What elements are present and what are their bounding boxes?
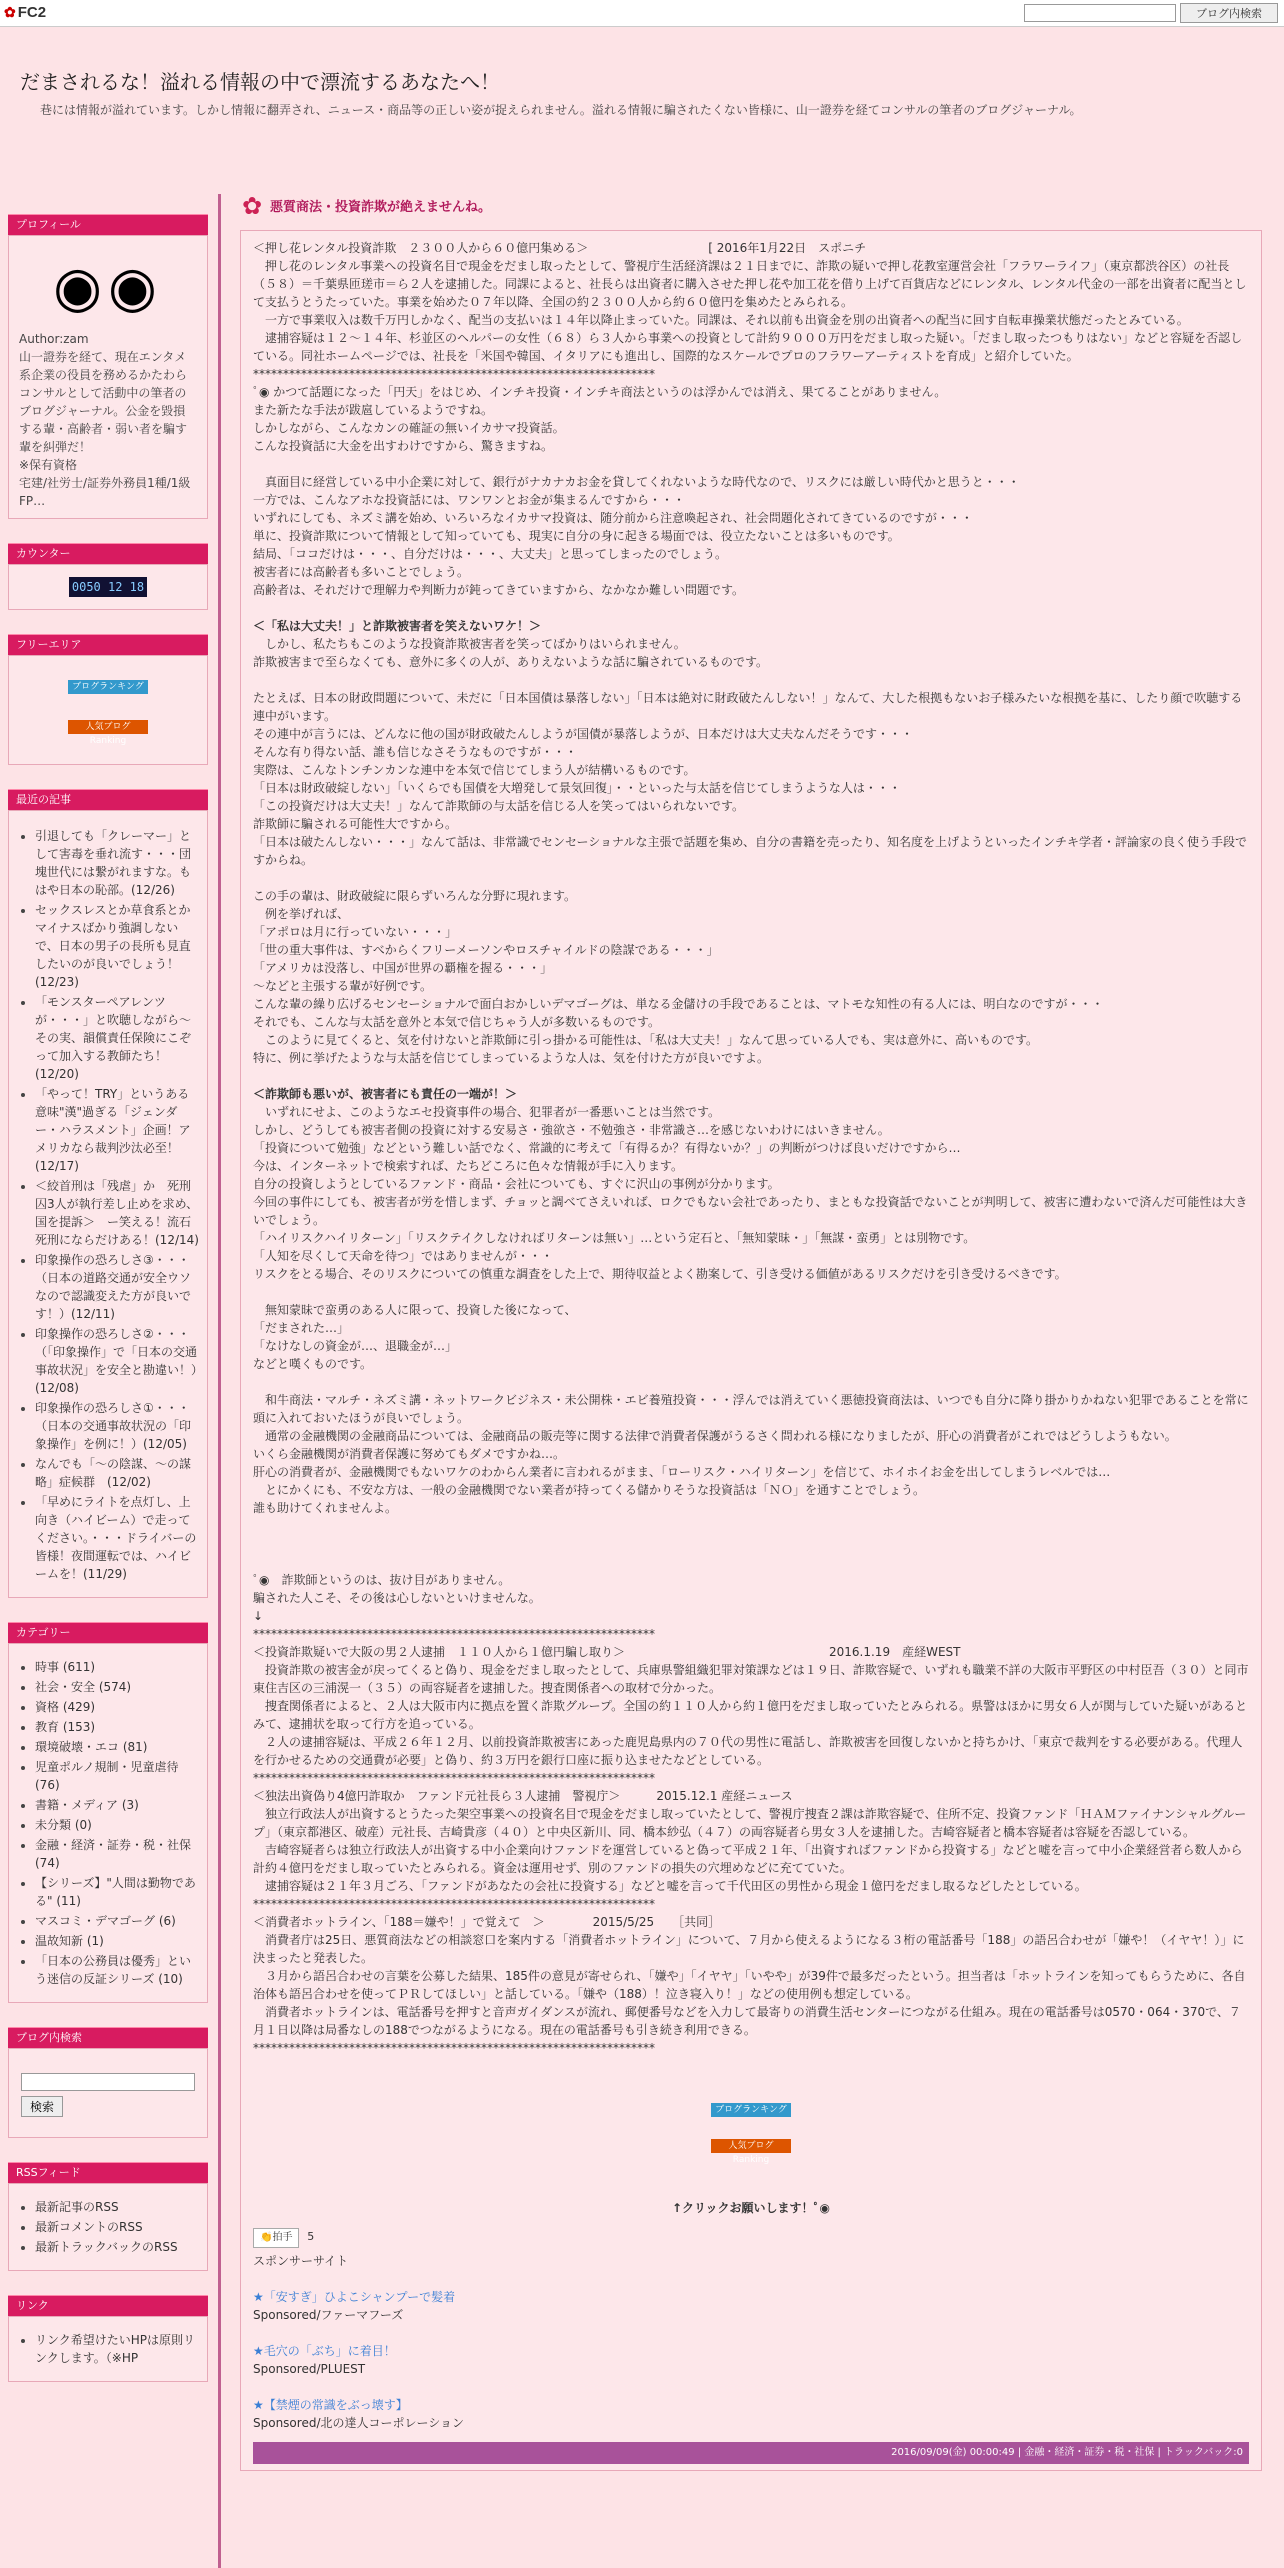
link-item[interactable]: • リンク希望けたいHPは原則リンクします。（※HP: [35, 2331, 199, 2367]
ranking-badges: [253, 2103, 1249, 2165]
blog-title[interactable]: だまされるな！溢れる情報の中で漂流するあなたへ！: [20, 70, 500, 94]
entry-paragraph: 「ハイリスクハイリターン」「リスクテイクしなければリターンは無い」…という定石と、「無知蒙昧・」「無謀・蛮勇」とは別物です。: [253, 1231, 976, 1245]
popular-ranking-badge[interactable]: 人気ブログRanking: [68, 720, 148, 734]
entry-paragraph: [253, 1535, 1249, 1553]
main-content: [240, 192, 1262, 2471]
entry-paragraph: ＜詐欺師も悪いが、被害者にも責任の一端が！＞: [253, 1087, 518, 1101]
sponsor-item: [253, 2396, 1249, 2432]
links-heading: リンク: [8, 2295, 208, 2316]
entry-paragraph: たとえば、日本の財政問題について、未だに「日本国債は暴落しない」「日本は絶対に財政破たんしない！」なんて、大した根拠もないお子様みたいな根拠を基に、したり顔で吹聴する連中がいます。: [253, 691, 1243, 723]
sponsor-link[interactable]: ★「安すぎ」ひよこシャンプーで髪着: [253, 2290, 456, 2304]
sponsor-by: Sponsored/PLUEST: [253, 2362, 366, 2376]
fc2-logo-icon: ✿: [4, 4, 16, 20]
entry-paragraph: [253, 599, 1249, 617]
entry-paragraph: などと嘆くものです。: [253, 1357, 373, 1371]
entry-paragraph: *******************************************************************: [253, 1771, 655, 1785]
top-search-button[interactable]: ブログ内検索: [1180, 3, 1278, 23]
counter-box: [8, 564, 208, 610]
category-item[interactable]: • マスコミ・デマゴーグ (6): [35, 1912, 199, 1930]
category-item[interactable]: • 金融・経済・証券・税・社保 (74): [35, 1836, 199, 1872]
profile-author: Author:zam: [19, 332, 89, 346]
clap-count: 5: [307, 2230, 315, 2243]
free-area-box: [8, 655, 208, 765]
blog-ranking-badge[interactable]: ブログランキング: [68, 680, 148, 694]
category-item[interactable]: • 時事 (611): [35, 1658, 199, 1676]
entry-paragraph: こんな投資話に大金を出すわけですから、驚きますね。: [253, 439, 554, 453]
entry-paragraph: 「アポロは月に行っていない・・・」: [253, 925, 458, 939]
sponsor-item: [253, 2288, 1249, 2324]
entry-paragraph: 詐欺師に騙される可能性大ですから。: [253, 817, 458, 831]
entry-paragraph: [253, 1553, 1249, 1571]
blog-description: 巷には情報が溢れています。しかし情報に翻弄され、ニュース・商品等の正しい姿が捉えられません。溢れる情報に騙されたくない皆様に、山一證券を経てコンサルの筆者のブログジャーナル。: [40, 103, 1082, 117]
entry-paragraph: 実際は、こんなトンチンカンな連中を本気で信じてしまう人が結構いるものです。: [253, 763, 696, 777]
blog-search-box: [8, 2048, 208, 2138]
entry-paragraph: 今は、インターネットで検索すれば、たちどころに色々な情報が手に入ります。: [253, 1159, 683, 1173]
sponsor-heading: スポンサーサイト: [253, 2254, 349, 2268]
categories-box: [8, 1643, 208, 2003]
category-item[interactable]: • 書籍・メディア (3): [35, 1796, 199, 1814]
category-item[interactable]: • 環境破壊・エコ (81): [35, 1738, 199, 1756]
category-item[interactable]: • 未分類 (0): [35, 1816, 199, 1834]
entry-paragraph: ～などと主張する輩が好例です。: [253, 979, 433, 993]
recent-post-item[interactable]: • 「やって！TRY」というある意味"漢"過ぎる「ジェンダー・ハラスメント」企画！アメリカなら裁判沙汰必至！(12/17): [35, 1085, 199, 1175]
entry-paragraph: しかし、私たちもこのような投資詐欺被害者を笑ってばかりはいられません。: [253, 637, 686, 651]
recent-post-item[interactable]: • 「早めにライトを点灯し、上向き（ハイビーム）で走ってください。・・・ドライバーの皆様！夜間運転では、ハイビームを！(11/29): [35, 1493, 199, 1583]
entry-paragraph: こんな輩の繰り広げるセンセーショナルで面白おかしいデマゴーグは、単なる金儲けの手段であることは、マトモな知性の有る人には、明白なのですが・・・: [253, 997, 1104, 1011]
entry-paragraph: 「なけなしの資金が…、退職金が…」: [253, 1339, 458, 1353]
entry-paragraph: ３月から語呂合わせの言葉を公募した結果、185件の意見が寄せられ、「嫌や」「イヤヤ」「いやや」が39件で最多だったという。担当者は「ホットラインを知ってもらうために、各自治体も語呂合わせを使ってＰＲしてほしい」と話している。「嫌や（188）！泣き寝入り！」などの使用例も想定している。: [253, 1969, 1246, 2001]
entry-paragraph: 被害者には高齢者も多いことでしょう。: [253, 565, 470, 579]
entry-paragraph: 通常の金融機関の金融商品については、金融商品の販売等に関する法律で消費者保護がうるさく問われる様になりましたが、肝心の消費者がこれではどうしようもない。: [253, 1429, 1177, 1443]
entry-paragraph: 「人知を尽くして天命を待つ」ではありませんが・・・: [253, 1249, 554, 1263]
entry-paragraph: いくら金融機関が消費者保護に努めてもダメですかね…。: [253, 1447, 566, 1461]
entry-paragraph: このように見てくると、気を付けないと詐欺師に引っ掛かる可能性は、「私は大丈夫！」なんて思っている人でも、実は意外に、高いものです。: [253, 1033, 1039, 1047]
entry-paragraph: 誰も助けてくれませんよ。: [253, 1501, 398, 1515]
sidebar: [8, 214, 208, 2382]
sponsor-link[interactable]: ★【禁煙の常識をぶっ壊す】: [253, 2398, 408, 2412]
profile-avatar: ◉◉: [53, 255, 163, 320]
entry-paragraph: 「アメリカは没落し、中国が世界の覇権を握る・・・」: [253, 961, 553, 975]
recent-post-item[interactable]: • ＜絞首刑は「残虐」か 死刑囚3人が執行差し止めを求め、国を提訴＞ ー笑える！流石死刑にならだけある！(12/14): [35, 1177, 199, 1249]
category-item[interactable]: • 社会・安全 (574): [35, 1678, 199, 1696]
entry-box: [240, 230, 1262, 2471]
entry-paragraph: 「この投資だけは大丈夫！」なんて詐欺師の与太話を信じる人を笑ってはいられないです。: [253, 799, 745, 813]
profile-bio: 山一證券を経て、現在エンタメ系企業の役員を務めるかたわらコンサルとして活動中の筆者のブログジャーナル。公金を毀損する輩・高齢者・弱い者を騙す輩を糾弾だ！: [19, 350, 188, 454]
entry-paragraph: とにかくにも、不安な方は、一般の金融機関でない業者が持ってくる儲かりそうな投資話は「ＮＯ」を通すことでしょう。: [253, 1483, 926, 1497]
entry-paragraph: ＜押し花レンタル投資詐欺 ２３００人から６０億円集める＞ [ 2016年1月22日 スポニチ: [253, 241, 867, 255]
entry-paragraph: 独立行政法人が出資するとうたった架空事業への投資名目で現金をだまし取っていたとして、警視庁捜査２課は詐欺容疑で、住所不定、投資ファンド「ＨＡＭファイナンシャルグループ」（東京都港区、破産）元社長、吉崎貴彦（４０）と中央区新川、同、橋本紗弘（４７）の両容疑者ら男女３人を逮捕した。吉崎容疑者と橋本容疑者は容疑を否認している。: [253, 1807, 1247, 1839]
rss-item[interactable]: • 最新コメントのRSS: [35, 2218, 199, 2236]
entry-paragraph: ２人の逮捕容疑は、平成２６年１２月、以前投資詐欺被害にあった鹿児島県内の７０代の男性に電話し、詐欺被害を回復しないかと持ちかけ、「東京で裁判をする必要がある。代理人を行かせるための交通費が必要」と偽り、約３万円を銀行口座に振り込ませたなどとしている。: [253, 1735, 1243, 1767]
entry-paragraph: そんな有り得ない話、誰も信じなさそうなものですが・・・: [253, 745, 578, 759]
entry-paragraph: [253, 671, 1249, 689]
category-item[interactable]: • 【シリーズ】"人間は勤物である" (11): [35, 1874, 199, 1910]
recent-post-item[interactable]: • 印象操作の恐ろしさ③・・・（日本の道路交通が安全ウソなので認識変えた方が良いです！）(12/11): [35, 1251, 199, 1323]
entry-paragraph: 「世の重大事件は、すべからくフリーメーソンやロスチャイルドの陰謀である・・・」: [253, 943, 719, 957]
entry-paragraph: 投資詐欺の被害金が戻ってくると偽り、現金をだまし取ったとして、兵庫県警組織犯罪対策課などは１９日、詐欺容疑で、いずれも職業不詳の大阪市平野区の中村臣吾（３０）と同市東住吉区の三浦滉一（３５）の両容疑者を逮捕した。捜査関係者への取材で分かった。: [253, 1663, 1249, 1695]
entry-paragraph: [253, 455, 1249, 473]
entry-paragraph: 消費者庁は25日、悪質商法などの相談窓口を案内する「消費者ホットライン」について、７月から使えるようになる３桁の電話番号「188」の語呂合わせが「嫌や！（イヤヤ！）」に決まったと発表した。: [253, 1933, 1245, 1965]
entry-title[interactable]: ✿ 悪質商法・投資詐欺が絶えませんね。: [242, 192, 492, 220]
entry-body: [253, 239, 1249, 2057]
entry-paragraph: 自分の投資しようとしているファンド・商品・会社についても、すぐに沢山の事例が分かります。: [253, 1177, 780, 1191]
entry-paragraph: [253, 869, 1249, 887]
rss-heading: RSSフィード: [8, 2162, 208, 2183]
category-item[interactable]: • 教育 (153): [35, 1718, 199, 1736]
top-search-input[interactable]: [1024, 4, 1176, 22]
profile-note-1: ※保有資格: [19, 458, 78, 472]
recent-posts-heading: 最近の記事: [8, 789, 208, 810]
category-item[interactable]: • 資格 (429): [35, 1698, 199, 1716]
entry-paragraph: 肝心の消費者が、金融機関でもないワケのわからん業者に言われるがまま、「ローリスク・ハイリターン」を信じて、ホイホイお金を出してしまうレベルでは…: [253, 1465, 1111, 1479]
rss-box: [8, 2183, 208, 2271]
entry-paragraph: ＜消費者ホットライン、「188＝嫌や！」で覚えて ＞ 2015/5/25 ［共同］: [253, 1915, 721, 1929]
entry-paragraph: しかしながら、こんなカンの確証の無いイカサマ投資話。: [253, 421, 565, 435]
clap-icon: 👏: [260, 2232, 273, 2243]
fc2-topbar: [0, 0, 1284, 27]
click-request: ↑クリックお願いします！ﾟ◉: [671, 2201, 831, 2215]
flower-icon: ✿: [242, 192, 263, 220]
entry-paragraph: 今回の事件にしても、被害者が労を惜しまず、チョッと調べてさえいれば、ロクでもない会社であったり、まともな投資話でないことが判明して、被害に遭わないで済んだ可能性は大きいでしょう。: [253, 1195, 1248, 1227]
entry-paragraph: ↓: [253, 1609, 264, 1623]
entry-paragraph: 和牛商法・マルチ・ネズミ講・ネットワークビジネス・未公開株・エビ養殖投資・・・浮んでは消えていく悪徳投資商法は、いつでも自分に降り掛かりかねない犯罪であることを常に頭に入れておいたほうが良いでしょう。: [253, 1393, 1249, 1425]
entry-paragraph: 一方で事業収入は数千万円しかなく、配当の支払いは１４年以降止まっていた。同課は、それ以前も出資金を別の出資者への配当に回す自転車操業状態だったとみている。: [253, 313, 1189, 327]
categories-heading: カテゴリー: [8, 1622, 208, 1643]
blog-search-button[interactable]: 検索: [21, 2096, 63, 2117]
entry-paragraph: ＜「私は大丈夫！」と詐欺被害者を笑えないワケ！＞: [253, 619, 542, 633]
category-item[interactable]: • 「日本の公務員は優秀」という迷信の反証シリーズ (10): [35, 1952, 199, 1988]
recent-post-item[interactable]: • なんでも「～の陰謀、～の謀略」症候群 (12/02): [35, 1455, 199, 1491]
blog-search-heading: ブログ内検索: [8, 2027, 208, 2048]
entry-paragraph: 無知蒙昧で蛮勇のある人に限って、投資した後になって、: [253, 1303, 577, 1317]
entry-paragraph: 捜査関係者によると、２人は大阪市内に拠点を置く詐欺グループ。全国の約１１０人から約１億円をだまし取っていたとみられる。県警はほかに男女６人が関与していた疑いがあるとみて、逮捕状を取って行方を追っている。: [253, 1699, 1248, 1731]
column-divider: [218, 194, 221, 2568]
profile-box: [8, 235, 208, 519]
entry-blog-ranking-badge[interactable]: ブログランキング: [711, 2103, 791, 2117]
entry-paragraph: 「投資について勉強」などという難しい話でなく、常識的に考えて「有得るか？有得ないか？」の判断がつけば良いだけですから…: [253, 1141, 961, 1155]
rss-list: [17, 2198, 199, 2256]
recent-posts-list: [17, 827, 199, 1583]
entry-paragraph: 吉崎容疑者らは独立行政法人が出資する中小企業向けファンドを運営していると偽って平成２１年、「出資すればファンドから投資する」などと嘘を言って中小企業経営者ら数人から計約４億円をだまし取っていたとみられる。資金は運用せず、別のファンドの損失の穴埋めなどに充てていた。: [253, 1843, 1243, 1875]
entry-paragraph: 「だまされた…」: [253, 1321, 350, 1335]
profile-heading: プロフィール: [8, 214, 208, 235]
recent-post-item[interactable]: • 印象操作の恐ろしさ②・・・（「印象操作」で「日本の交通事故状況」を安全と勘違い！）(12/08): [35, 1325, 199, 1397]
entry-paragraph: その連中が言うには、どんなに他の国が財政破たんしようが国債が暴落しようが、日本だけは大丈夫なんだそうです・・・: [253, 727, 914, 741]
recent-posts-box: [8, 810, 208, 1598]
entry-paragraph: 「日本は破たんしない・・・」なんて話は、非常識でセンセーショナルな主張で話題を集め、自分の書籍を売ったり、知名度を上げようといったインチキ学者・評論家の良く使う手段ですからね。: [253, 835, 1247, 867]
entry-paragraph: [253, 1373, 1249, 1391]
entry-paragraph: 単に、投資詐欺について情報として知っていても、現実に自分の身に起きる場面では、役立たないことは多いものです。: [253, 529, 900, 543]
entry-paragraph: 真面目に経営している中小企業に対して、銀行がナカナカお金を貸してくれないような時代なので、リスクには厳しい時代かと思うと・・・: [253, 475, 1020, 489]
entry-paragraph: この手の輩は、財政破綻に限らずいろんな分野に現れます。: [253, 889, 577, 903]
entry-paragraph: 消費者ホットラインは、電話番号を押すと音声ガイダンスが流れ、郵便番号などを入力して最寄りの消費生活センターにつながる仕組み。現在の電話番号は0570・064・370で、７月１日以降は局番なしの188でつながるようになる。現在の電話番号も引き続き利用できる。: [253, 2005, 1241, 2037]
free-area-heading: フリーエリア: [8, 634, 208, 655]
category-item[interactable]: • 温故知新 (1): [35, 1932, 199, 1950]
rss-item[interactable]: • 最新トラックバックのRSS: [35, 2238, 199, 2256]
entry-paragraph: ＜独法出資偽り4億円詐取か ファンド元社長ら３人逮捕 警視庁＞ 2015.12.1 産経ニュース: [253, 1789, 793, 1803]
entry-paragraph: 例を挙げれば、: [253, 907, 350, 921]
profile-note-2: 宅建/社労士/証券外務員1種/1級FP…: [19, 476, 191, 508]
access-counter: 0050 12 18: [69, 577, 147, 597]
entry-paragraph: [253, 1517, 1249, 1535]
entry-paragraph: 詐欺被害まで至らなくても、意外に多くの人が、ありえないような話に騙されているものです。: [253, 655, 769, 669]
entry-paragraph: 特に、例に挙げたような与太話を信じてしまっているような人は、気を付けた方が良いですよ。: [253, 1051, 770, 1065]
entry-paragraph: 結局、「ココだけは・・・、自分だけは・・・、大丈夫」と思ってしまったのでしょう。: [253, 547, 728, 561]
sponsor-by: Sponsored/北の達人コーポレーション: [253, 2416, 465, 2430]
entry-paragraph: 騙された人こそ、その後は心しないといけませんな。: [253, 1591, 541, 1605]
entry-paragraph: *******************************************************************: [253, 1897, 655, 1911]
entry-paragraph: 「日本は財政破綻しない」「いくらでも国債を大増発して景気回復」・・といった与太話を信じてしまうような人は・・・: [253, 781, 901, 795]
entry-paragraph: しかし、どうしても被害者側の投資に対する安易さ・強欲さ・不勉強さ・非常識さ…を感じないわけにはいきません。: [253, 1123, 890, 1137]
entry-paragraph: [253, 1283, 1249, 1301]
category-item[interactable]: • 児童ポルノ規制・児童虐待 (76): [35, 1758, 199, 1794]
entry-popular-ranking-badge[interactable]: 人気ブログRanking: [711, 2139, 791, 2153]
entry-paragraph: いずれにしても、ネズミ講を始め、いろいろなイカサマ投資は、随分前から注意喚起され、社会問題化されてきているのですが・・・: [253, 511, 973, 525]
fc2-logo[interactable]: ✿ FC2: [4, 4, 47, 21]
entry-paragraph: 逮捕容疑は２１年３月ごろ、「ファンドがあなたの会社に投資する」などと嘘を言って千代田区の男性から現金１億円をだまし取るなどしたとしている。: [253, 1879, 1087, 1893]
entry-footer[interactable]: 2016/09/09(金) 00:00:49 | 金融・経済・証券・税・社保 | トラックバック:0: [253, 2442, 1249, 2464]
entry-paragraph: [253, 1067, 1249, 1085]
entry-paragraph: *******************************************************************: [253, 2041, 655, 2055]
entry-paragraph: 逮捕容疑は１２～１４年、杉並区のヘルパーの女性（６８）ら３人から事業への投資として計約９０００万円をだまし取った疑い。「だまし取ったつもりはない」などと容疑を否認している。同社ホームページでは、社長を「米国や韓国、イタリアにも進出し、国際的なスケールでプロのフラワーアーティストを育成」と紹介していた。: [253, 331, 1243, 363]
entry-paragraph: それでも、こんな与太話を意外と本気で信じちゃう人が多数いるものです。: [253, 1015, 661, 1029]
entry-paragraph: また新たな手法が跋扈しているようですね。: [253, 403, 494, 417]
sponsor-link[interactable]: ★毛穴の「ぶち」に着目！: [253, 2344, 396, 2358]
entry-paragraph: ＜投資詐欺疑いで大阪の男２人逮捕 １１０人から１億円騙し取り＞ 2016.1.19 産経WEST: [253, 1645, 961, 1659]
links-list: [17, 2331, 199, 2367]
rss-item[interactable]: • 最新記事のRSS: [35, 2198, 199, 2216]
entry-paragraph: 押し花のレンタル事業への投資名目で現金をだまし取ったとして、警視庁生活経済課は２１日までに、詐欺の疑いで押し花教室運営会社「フラワーライフ」（東京都渋谷区）の社長（５８）＝千葉県匝瑳市＝ら２人を逮捕した。同課によると、社長らは出資者に購入させた押し花や加工花を借り上げて百貨店などにレンタル、レンタル代金の一部を出資者に配当として支払うとうたっていた。事業を始めた０７年以降、全国の約２３００人から約６０億円を集めたとみられる。: [253, 259, 1247, 309]
entry-paragraph: *******************************************************************: [253, 367, 655, 381]
entry-paragraph: リスクをとる場合、そのリスクについての慎重な調査をした上で、期待収益とよく勘案して、引き受ける価値があるリスクだけを引き受けるべきです。: [253, 1267, 1067, 1281]
entry-paragraph: いずれにせよ、このようなエセ投資事件の場合、犯罪者が一番悪いことは当然です。: [253, 1105, 721, 1119]
sponsor-by: Sponsored/ファーマフーズ: [253, 2308, 404, 2322]
entry-paragraph: ﾟ◉ かつて話題になった「円天」をはじめ、インチキ投資・インチキ商法というのは浮かんでは消え、果てることがありません。: [253, 385, 947, 399]
entry-paragraph: ﾟ◉ 詐欺師というのは、抜け目がありません。: [253, 1573, 511, 1587]
entry-paragraph: 一方では、こんなアホな投資話には、ワンワンとお金が集まるんですから・・・: [253, 493, 686, 507]
categories-list: [17, 1658, 199, 1988]
counter-heading: カウンター: [8, 543, 208, 564]
recent-post-item[interactable]: • 引退しても「クレーマー」として害毒を垂れ流す・・・団塊世代には繋がれますな。もはや日本の恥部。(12/26): [35, 827, 199, 899]
clap-area: [253, 2227, 1249, 2248]
sponsor-item: [253, 2342, 1249, 2378]
entry-paragraph: *******************************************************************: [253, 1627, 655, 1641]
recent-post-item[interactable]: • 「モンスターペアレンツが・・・」と吹聴しながら～その実、韻償責任保険にこぞって加入する教師たち！(12/20): [35, 993, 199, 1083]
entry-paragraph: 高齢者は、それだけで理解力や判断力が鈍ってきていますから、なかなか難しい問題です。: [253, 583, 745, 597]
blog-search-input[interactable]: [21, 2073, 195, 2091]
links-box: [8, 2316, 208, 2382]
recent-post-item[interactable]: • セックスレスとか草食系とかマイナスばかり強調しないで、日本の男子の長所も見直したいのが良いでしょう！(12/23): [35, 901, 199, 991]
clap-button[interactable]: 👏拍手: [253, 2228, 299, 2248]
recent-post-item[interactable]: • 印象操作の恐ろしさ①・・・（日本の交通事故状況の「印象操作」を例に！）(12/05): [35, 1399, 199, 1453]
